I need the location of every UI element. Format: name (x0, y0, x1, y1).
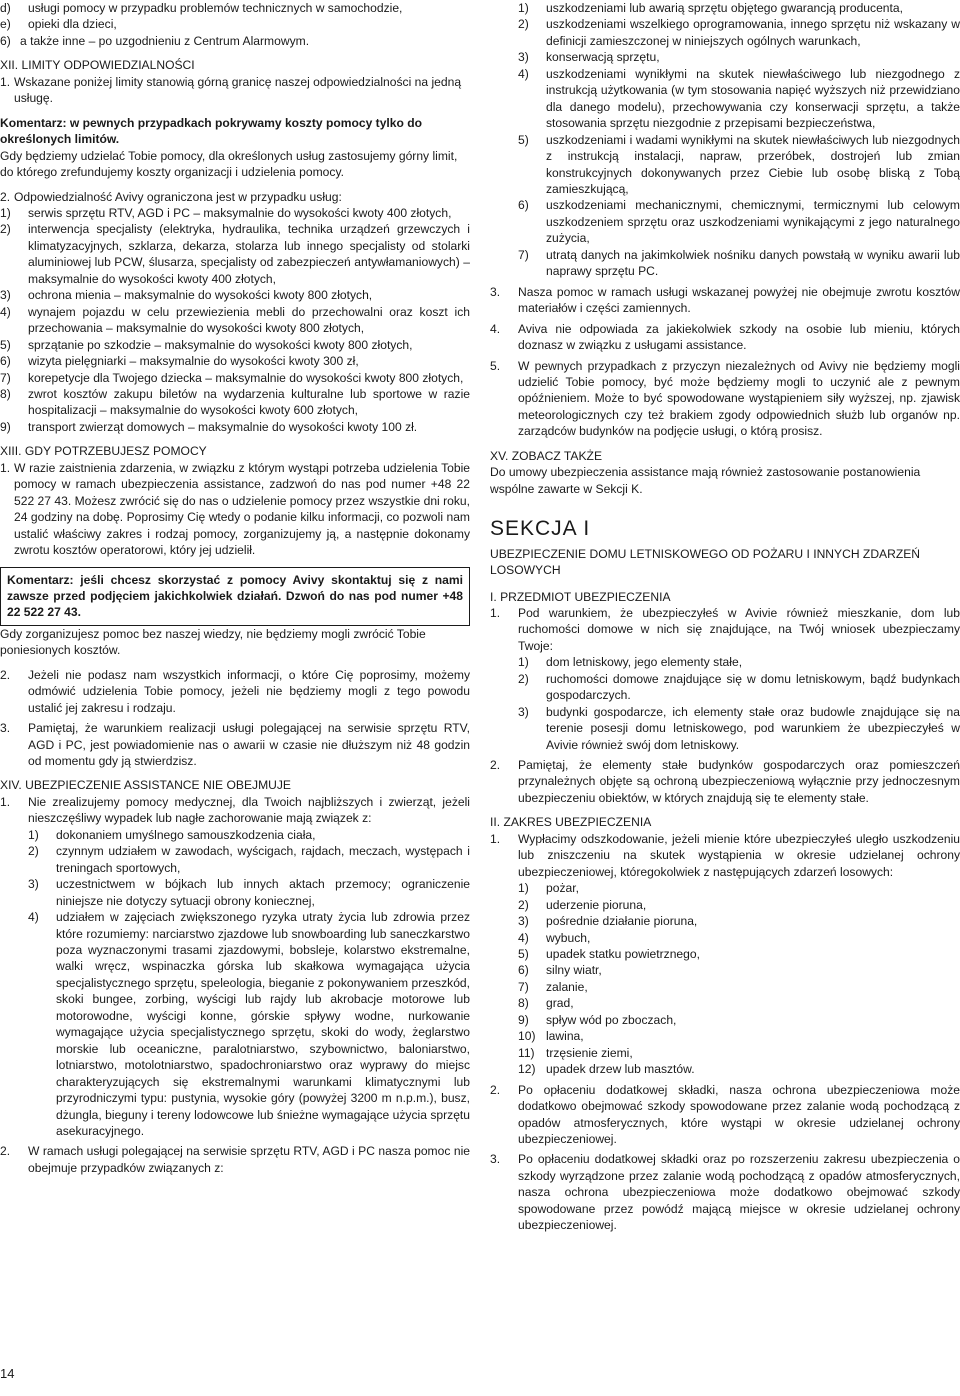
paragraph: Do umowy ubezpieczenia assistance mają również zastosowanie postanowienia wspólne zawarte w Sekcji K. (490, 465, 921, 496)
left-column (0, 0, 470, 1176)
list-item: e) opieki dla dzieci, (0, 17, 117, 32)
list-item: 2) uderzenie pioruna, (518, 897, 647, 912)
paragraph: 1. W razie zaistnienia zdarzenia, w związku z którym wystąpi potrzeba udzielenia Tobie pomocy w ramach ubezpieczenia assistance, zadzwoń do nas pod numer +48 22 522 27 43. Możesz zwrócić się do nas o udzielenie pomocy przez wszystkie dni roku, 24 godziny na dobę. Poprosimy Cię wtedy o podanie kilku informacji, co pozwoli nam ustalić właściwy zakres i rodzaj pomocy, zorganizujemy ją, a następnie dokonamy zwrotu kosztów operatorowi, który jej udzielił. (0, 460, 470, 558)
list-item: 4) wynajem pojazdu w celu przewiezienia mebli do przechowalni oraz koszt ich przechowania – maksymalnie do wysokości kwoty 800 złotych, (0, 304, 470, 336)
paragraph: 3. Pamiętaj, że warunkiem realizacji usługi polegającej na serwisie sprzętu RTV, AGD i PC, jest powiadomienie nas o awarii w czasie nie dłuższym niż 48 godzin od momentu gdy ją stwierdzisz. (0, 721, 470, 769)
list-item: 3) budynki gospodarcze, ich elementy stałe oraz budowle znajdujące się na terenie posesji domu letniskowego, pod warunkiem że ubezpieczyłeś w Avivie również swój dom letniskowy. (518, 704, 960, 752)
paragraph: 4. Aviva nie odpowiada za jakiekolwiek szkody na osobie lub mieniu, których doznasz w związku z usługami assistance. (490, 321, 960, 353)
list-item: 8) grad, (518, 996, 574, 1011)
list-item: 4) wybuch, (518, 930, 591, 945)
list-item: 4) udziałem w zajęciach zwiększonego ryzyka utraty życia lub zdrowia przez które rozumiemy: narciarstwo zjazdowe lub snowboarding lub saneczkarstwo poza wyznaczonymi trasami zjazdowymi, bobsleje, kolarstwo ekstremalne, walki wręcz, wspinaczka górska lub skałkowa wymagająca użycia specjalistycznego sprzętu, speleologia, bieganie z pokonywaniem przeszkód, skoki bungee, zorbing, wyścigi lub rajdy lub akrobacje motorowe lub motorowodne, wyścigi konne, górskie spływy wodne, nurkowanie wymagające użycia specjalistycznego sprzętu, skoki do wody, żeglarstwo morskie lub oceaniczne, paralotniarstwo, szybownictwo, baloniarstwo, lotniarstwo, motolotniarstwo, spadochroniarstwo oraz wyprawy do miejsc charakteryzujących się ekstremalnymi warunkami klimatycznymi lub przyrodniczymi typu: pustynia, wysokie góry (powyżej 3200 m n.p.m.), busz, dżungla, bieguny i tereny lodowcowe lub śnieżne wymagające użycia sprzętu asekuracyjnego. (28, 910, 470, 1138)
section-heading: I. PRZEDMIOT UBEZPIECZENIA (490, 589, 671, 604)
list-item: 9) spływ wód po zboczach, (518, 1012, 677, 1027)
list-item: 7) utratą danych na jakimkolwiek nośniku danych powstałą w wyniku awarii lub naprawy sprzętu PC. (518, 247, 960, 279)
list-item: 12) upadek drzew lub masztów. (518, 1062, 695, 1077)
list-item: 3) uczestnictwem w bójkach lub innych aktach przemocy; ograniczenie niniejsze nie dotyczy sytuacji obrony koniecznej, (28, 877, 470, 908)
list-item: 5) uszkodzeniami i wadami wynikłymi na skutek niewłaściwych lub niezgodnych z instrukcją instalacji, napraw, przeróbek, dostrojeń lub zmian konstrukcyjnych dokonywanych przez Ciebie lub osobę bliską z Tobą zamieszkującą, (518, 132, 960, 196)
list-item: 7) zalanie, (518, 979, 588, 994)
section-heading: II. ZAKRES UBEZPIECZENIA (490, 815, 652, 830)
list-item: 3) konserwacją sprzętu, (518, 50, 660, 65)
section-title: SEKCJA I (490, 517, 591, 541)
list-item: 1) dokonaniem umyślnego samouszkodzenia ciała, (28, 827, 316, 842)
list-item: 1) pożar, (518, 881, 579, 896)
comment-text: Gdy zorganizujesz pomoc bez naszej wiedzy, nie będziemy mogli zwrócić Tobie poniesionych kosztów. (0, 626, 426, 658)
paragraph: 3. Po opłaceniu dodatkowej składki oraz po rozszerzeniu zakresu ubezpieczenia o szkody wyrządzone przez zalanie wodą pochodzącą z opadów atmosferycznych, nasza ochrona ubezpieczeniowa może dodatkowo obejmować szkody spowodowane przez powódź mającą miejsce w okresie udzielanej ochrony ubezpieczeniowej. (490, 1152, 960, 1233)
list-item: 6) silny wiatr, (518, 963, 602, 978)
comment-text: Gdy będziemy udzielać Tobie pomocy, dla określonych usług zastosujemy górny limit, do którego zrefundujemy koszty organizacji i udzielenia pomocy. (0, 148, 458, 180)
paragraph: 1. Nie zrealizujemy pomocy medycznej, dla Twoich najbliższych i zwierząt, jeżeli nieszczęśliwy wypadek lub nagłe zachorowanie mają związek z: (0, 794, 470, 826)
list-item: 4) uszkodzeniami wynikłymi na skutek niewłaściwego lub niezgodnego z instrukcją użytkowania (w tym stosowania napięć wyższych niż przewidziano dla danego modelu), przechowywania czy konserwacji sprzętu, a także stosowania sprzętu niezgodnie z przepisami bezpieczeństwa, (518, 66, 960, 131)
list-item: 1) serwis sprzętu RTV, AGD i PC – maksymalnie do wysokości kwoty 400 złotych, (0, 205, 452, 220)
paragraph: 2. Pamiętaj, że elementy stałe budynków gospodarczych oraz pomieszczeń przynależnych objęte są ochroną ubezpieczeniową wyłącznie przy jednoczesnym ubezpieczeniu obiektów, w których znajdują się te elementy stałe. (490, 758, 960, 805)
comment-box: Komentarz: jeśli chcesz skorzystać z pomocy Avivy skontaktuj się z nami zawsze przed podjęciem jakichkolwiek działań. Dzwoń do nas pod numer +48 22 522 27 43. (0, 567, 470, 626)
paragraph: 1. Pod warunkiem, że ubezpieczyłeś w Avivie również mieszkanie, dom lub ruchomości domowe w nich się znajdujące, na Twój wniosek ubezpieczamy Twoje: (490, 605, 960, 653)
paragraph: 2. W ramach usługi polegającej na serwisie sprzętu RTV, AGD i PC nasza pomoc nie obejmuje przypadków związanych z: (0, 1144, 470, 1175)
list-item: d) usługi pomocy w przypadku problemów technicznych w samochodzie, (0, 1, 403, 15)
list-item: 2) czynnym udziałem w zawodach, wyścigach, rajdach, meczach, występach i treningach sportowych, (28, 844, 470, 875)
paragraph: 2. Po opłaceniu dodatkowej składki, nasza ochrona ubezpieczeniowa może dodatkowo obejmować szkody spowodowane przez zalanie wodą pochodzącą z opadów atmosferycznych, które wystąpi w okresie udzielanej ochrony ubezpieczeniowej. (490, 1082, 960, 1146)
paragraph: 2. Jeżeli nie podasz nam wszystkich informacji, o które Cię poprosimy, możemy odmówić udzielenia Tobie pomocy, jeżeli nie będziemy mogli z tego powodu ustalić jej zakresu i rodzaju. (0, 667, 470, 715)
section-heading: XIII. GDY POTRZEBUJESZ POMOCY (0, 444, 207, 459)
list-item: 5) upadek statku powietrznego, (518, 947, 700, 962)
section-heading: XIV. UBEZPIECZENIE ASSISTANCE NIE OBEJMUJE (0, 778, 291, 793)
list-item: 3) ochrona mienia – maksymalnie do wysokości kwoty 800 złotych, (0, 288, 373, 303)
page-number: 14 (0, 1366, 15, 1381)
list-item: 1) uszkodzeniami lub awarią sprzętu objętego gwarancją producenta, (518, 1, 903, 15)
list-item: 2) uszkodzeniami wszelkiego oprogramowania, innego sprzętu niż wskazany w definicji zamieszczonej w niniejszych ogólnych warunkach, (518, 17, 960, 48)
list-item: 6) uszkodzeniami mechanicznymi, chemicznymi, termicznymi lub celowym uszkodzeniem sprzętu oraz uszkodzeniami wynikającymi z jego naturalnego zużycia, (518, 198, 960, 246)
list-item: 2) ruchomości domowe znajdujące się w domu letniskowym, bądź budynkach gospodarczych. (518, 671, 960, 703)
list-item: 7) korepetycje dla Twojego dziecka – maksymalnie do wysokości kwoty 800 złotych, (0, 370, 464, 385)
paragraph: 3. Nasza pomoc w ramach usługi wskazanej powyżej nie obejmuje zwrotu kosztów materiałów i części zamiennych. (490, 284, 960, 316)
paragraph: 1. Wypłacimy odszkodowanie, jeżeli mienie które ubezpieczyłeś uległo uszkodzeniu lub zniszczeniu na skutek wystąpienia w okresie udzielanej ochrony ubezpieczeniowej, któregokolwiek z następujących zdarzeń losowych: (490, 831, 960, 879)
paragraph: 2. Odpowiedzialność Avivy ograniczona jest w przypadku usług: (0, 189, 342, 204)
list-item: 10) lawina, (518, 1029, 584, 1044)
section-subtitle: UBEZPIECZENIE DOMU LETNISKOWEGO OD POŻARU I INNYCH ZDARZEŃ LOSOWYCH (490, 546, 921, 578)
list-item: 9) transport zwierząt domowych – maksymalnie do wysokości kwoty 100 zł. (0, 419, 418, 434)
section-heading: XII. LIMITY ODPOWIEDZIALNOŚCI (0, 58, 195, 73)
comment-heading: Komentarz: w pewnych przypadkach pokrywamy koszty pomocy tylko do określonych limitów. (0, 115, 423, 147)
list-item: 3) pośrednie działanie pioruna, (518, 914, 698, 929)
paragraph: 5. W pewnych przypadkach z przyczyn niezależnych od Avivy nie będziemy mogli udzielić Tobie pomocy, być może będziemy mogli to uczynić ale z pewnym opóźnieniem. Może to być spowodowane wystąpieniem siły wyższej, np. zjawisk meteorologicznych czy też brakiem zgody odpowiednich służb lub organów np. zarządców budynków na podjęcie usługi, o którą prosisz. (490, 358, 960, 439)
list-item: 2) interwencja specjalisty (elektryka, hydraulika, technika urządzeń grzewczych i klimatyzacyjnych, szklarza, dekarza, stolarza lub innego specjalisty od stolarki aluminiowej lub PCW, ślusarza, specjalisty od zabezpieczeń antywłamaniowych) – maksymalnie do wysokości kwoty 400 złotych, (0, 222, 470, 286)
list-item: 1) dom letniskowy, jego elementy stałe, (518, 655, 743, 670)
list-item: 6) a także inne – po uzgodnieniu z Centrum Alarmowym. (0, 33, 310, 48)
paragraph: 1. Wskazane poniżej limity stanowią górną granicę naszej odpowiedzialności na jedną usługę. (0, 74, 462, 106)
right-column (490, 0, 960, 1234)
section-heading: XV. ZOBACZ TAKŻE (490, 448, 603, 463)
list-item: 8) zwrot kosztów zakupu biletów na wydarzenia kulturalne lub sportowe w razie hospitalizacji – maksymalnie do wysokości kwoty 600 złotych, (0, 386, 470, 418)
list-item: 6) wizyta pielęgniarki – maksymalnie do wysokości kwoty 300 zł, (0, 354, 359, 369)
list-item: 11) trzęsienie ziemi, (518, 1045, 633, 1060)
list-item: 5) sprzątanie po szkodzie – maksymalnie do wysokości kwoty 800 złotych, (0, 337, 413, 352)
